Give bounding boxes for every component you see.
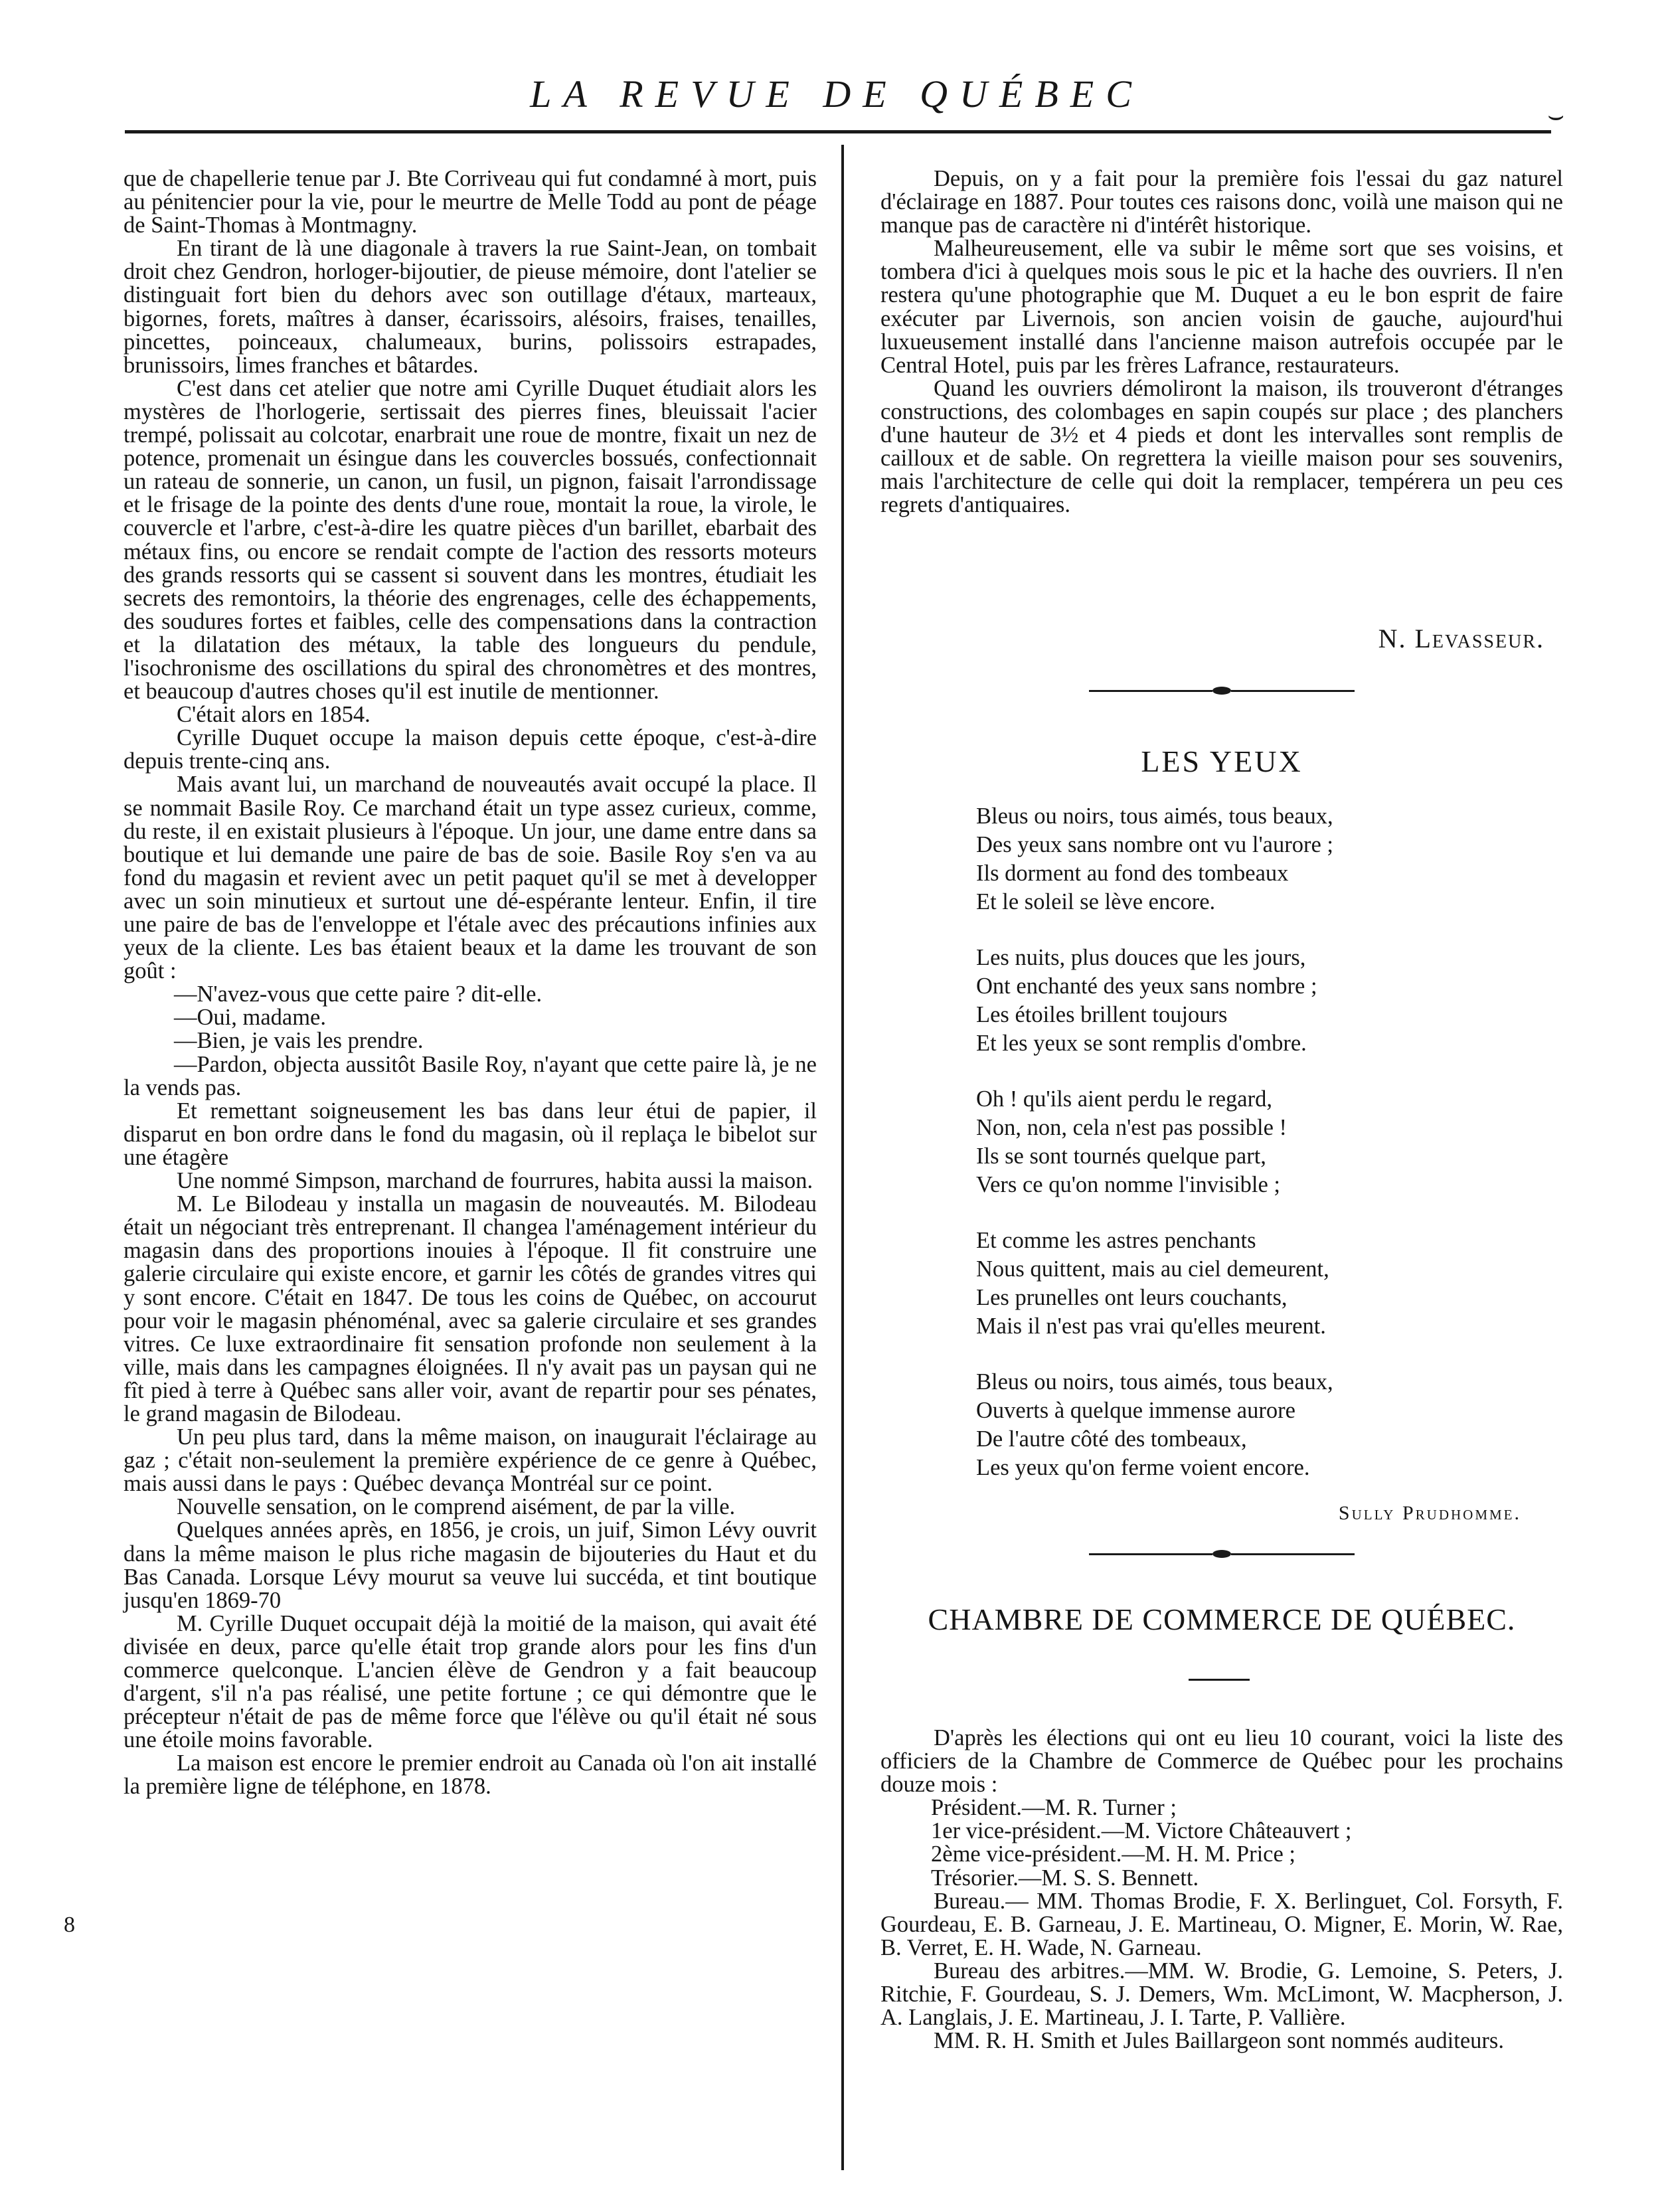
poem-verse: Ils se sont tournés quelque part, xyxy=(976,1144,1266,1169)
paragraph: Quelques années après, en 1856, je crois, un juif, Simon Lévy ouvrit dans la même maison le plus riche magasin de bijouteries du Haut et du Bas Canada. Lorsque Lévy mourut sa veuve lui succéda, et tint boutique jusqu'en 1869-70 xyxy=(124,1517,817,1613)
paragraph: Une nommé Simpson, marchand de fourrures, habita aussi la maison. xyxy=(177,1168,813,1194)
poem-verse: Nous quittent, mais au ciel demeurent, xyxy=(976,1256,1329,1282)
officer-line: 2ème vice-président.—M. H. M. Price ; xyxy=(931,1841,1295,1867)
poem-stanza xyxy=(976,944,1333,1058)
officer-line: 1er vice-président.—M. Victore Châteauvert ; xyxy=(931,1818,1352,1844)
dialogue-line: —Pardon, objecta aussitôt Basile Roy, n'ayant que cette paire là, je ne la vends pas. xyxy=(124,1051,817,1100)
chamber-of-commerce-notice xyxy=(880,1727,1563,2053)
officer-line: Président.—M. R. Turner ; xyxy=(931,1795,1177,1821)
paragraph: que de chapellerie tenue par J. Bte Corriveau qui fut condamné à mort, puis au pénitencier pour la vie, pour le meurtre de Melle Todd au pont de péage de Saint-Thomas à Montmagny. xyxy=(124,166,817,238)
paragraph: M. Le Bilodeau y installa un magasin de nouveautés. M. Bilodeau était un négociant très entreprenant. Il changea l'aménagement intérieur du magasin dans des proportions inouies à l'époque. Il fit construire une galerie circulaire qui existe encore, et garnir les côtés de grandes vitres qui y sont encore. C'était en 1847. De tous les coins de Québec, on accourut pour voir le magasin phénoménal, avec sa galerie circulaire et ses grandes vitres. Ce luxe extraordinaire fit sensation profonde non seulement à la ville, mais dans les campagnes éloignées. Il n'y avait pas un paysan qui ne fît pied à terre à Québec sans aller voir, avant de repartir pour ses pénates, le grand magasin de Bilodeau. xyxy=(124,1191,817,1426)
poem-verse: De l'autre côté des tombeaux, xyxy=(976,1426,1247,1452)
short-rule xyxy=(1189,1679,1250,1681)
ornamental-divider xyxy=(1089,687,1355,695)
paragraph: C'est dans cet atelier que notre ami Cyrille Duquet étudiait alors les mystères de l'horlogerie, sertissait des pierres fines, bleuissait l'acier trempé, polissait au colcotar, enarbrait une roue de montre, fixait un nez de potence, promenait un ésingue dans les couvercles bossués, confectionnait un rateau de sonnerie, un canon, un fusil, un pignon, faisait l'arrondissage et le frisage de la pointe des dents d'une roue, montait la roue, la virole, le couvercle et l'arbre, c'est-à-dire les quatre pièces d'un barillet, ebarbait des métaux fins, ou encore se rendait compte de l'action des ressorts moteurs des grands ressorts qui se cassent si souvent dans les montres, étudiait les secrets des remontoirs, la théorie des engrenages, celle des échappements, des soudures fortes et faibles, celle des compensations dans la contraction et la dilatation des métaux, la table des longueurs du pendule, l'isochronisme des oscillations du spiral des chronomètres et des montres, et beaucoup d'autres choses qu'il est inutile de mentionner. xyxy=(124,375,817,705)
poem-verse: Non, non, cela n'est pas possible ! xyxy=(976,1115,1288,1140)
right-column-article-end xyxy=(880,167,1563,517)
poem-verse: Ils dorment au fond des tombeaux xyxy=(976,861,1289,886)
article-signature: N. Levasseur. xyxy=(1378,624,1544,653)
left-column-article xyxy=(124,167,817,1799)
paragraph: En tirant de là une diagonale à travers la rue Saint-Jean, on tombait droit chez Gendron, horloger-bijoutier, de pieuse mémoire, dont l'atelier se distinguait fort bien du dehors avec son outillage d'étaux, marteaux, bigornes, forets, maîtres à danser, écarissoirs, alésoirs, fraises, tenailles, pincettes, poinceaux, chalumeaux, burins, polissoirs estrapades, brunissoirs, limes franches et bâtardes. xyxy=(124,236,817,378)
poem-author: Sully Prudhomme. xyxy=(1338,1502,1521,1524)
poem-verse: Ouverts à quelque immense aurore xyxy=(976,1398,1295,1423)
poem-title: LES YEUX xyxy=(1141,744,1303,778)
poem-verse: Et les yeux se sont remplis d'ombre. xyxy=(976,1031,1307,1056)
page-number: 8 xyxy=(64,1913,75,1937)
poem-verse: Bleus ou noirs, tous aimés, tous beaux, xyxy=(976,1369,1333,1395)
poem-verse: Mais il n'est pas vrai qu'elles meurent. xyxy=(976,1314,1326,1339)
poem-stanza xyxy=(976,1085,1333,1199)
section-title: CHAMBRE DE COMMERCE DE QUÉBEC. xyxy=(928,1602,1516,1636)
dialogue-line: —Oui, madame. xyxy=(174,1005,326,1031)
poem-stanza xyxy=(976,1227,1333,1341)
header-rule xyxy=(125,130,1551,133)
header-mark: ⌣ xyxy=(1547,100,1565,130)
poem xyxy=(976,802,1333,1509)
paragraph: Bureau des arbitres.—MM. W. Brodie, G. Lemoine, S. Peters, J. Ritchie, F. Gourdeau, S. J. Demers, Wm. McLimont, W. Macpherson, J. A. Langlais, J. E. Martineau, J. I. Tarte, P. Vallière. xyxy=(880,1958,1563,2031)
poem-verse: Les nuits, plus douces que les jours, xyxy=(976,945,1306,970)
poem-verse: Et comme les astres penchants xyxy=(976,1228,1256,1253)
paragraph: C'était alors en 1854. xyxy=(177,702,371,728)
paragraph: Cyrille Duquet occupe la maison depuis cette époque, c'est-à-dire depuis trente-cinq ans. xyxy=(124,725,817,774)
paragraph: Depuis, on y a fait pour la première fois l'essai du gaz naturel d'éclairage en 1887. Pour toutes ces raisons donc, voilà une maison qui ne manque pas de caractère ni d'intérêt historique. xyxy=(880,166,1563,238)
paragraph: Quand les ouvriers démoliront la maison, ils trouveront d'étranges constructions, des colombages en sapin coupés sur place ; des planchers d'une hauteur de 3½ et 4 pieds et dont les intervalles sont remplis de cailloux et de sable. On regrettera la vieille maison pour ses souvenirs, mais l'architecture de celle qui doit la remplacer, tempérera un peu ces regrets d'antiquaires. xyxy=(880,375,1563,518)
paragraph: La maison est encore le premier endroit au Canada où l'on ait installé la première ligne de téléphone, en 1878. xyxy=(124,1750,817,1800)
poem-stanza xyxy=(976,802,1333,916)
paragraph: Mais avant lui, un marchand de nouveautés avait occupé la place. Il se nommait Basile Roy. Ce marchand était un type assez curieux, comme, du reste, il en existait plusieurs à l'époque. Un jour, une dame entre dans sa boutique et lui demande une paire de bas de soie. Basile Roy s'en va au fond du magasin et revient avec un petit paquet qu'il se met à developper avec un soin minutieux et surtout une dé-espérante lenteur. Enfin, il tire une paire de bas de l'enveloppe et l'étale avec des précautions infinies aux yeux de la cliente. Les bas étaient beaux et la dame les trouvant de son goût : xyxy=(124,772,817,984)
poem-verse: Vers ce qu'on nomme l'invisible ; xyxy=(976,1172,1280,1197)
paragraph: M. Cyrille Duquet occupait déjà la moitié de la maison, qui avait été divisée en deux, parce qu'elle était trop grande alors pour les fins d'un commerce quelconque. L'ancien élève de Gendron y a fait beaucoup d'argent, s'il n'a pas réalisé, une petite fortune ; ce qui démontre que le précepteur n'était de pas de même force que l'élève ou qu'il était né sous une étoile moins favorable. xyxy=(124,1610,817,1753)
paragraph: D'après les élections qui ont eu lieu 10 courant, voici la liste des officiers de la Chambre de Commerce de Québec pour les prochains douze mois : xyxy=(880,1725,1563,1798)
paragraph: Malheureusement, elle va subir le même sort que ses voisins, et tombera d'ici à quelques mois sous le pic et la hache des ouvriers. Il n'en restera qu'une photographie que M. Duquet a eu le bon esprit de faire exécuter par Livernois, son ancien voisin de gauche, aujourd'hui luxueusement installé dans l'ancienne maison autrefois occupée par le Central Hotel, puis par les frères Lafrance, restaurateurs. xyxy=(880,236,1563,378)
paragraph: Un peu plus tard, dans la même maison, on inaugurait l'éclairage au gaz ; c'était non-seulement la première expérience de ce genre à Québec, mais aussi dans le pays : Québec devança Montréal sur ce point. xyxy=(124,1424,817,1497)
paragraph: Nouvelle sensation, on le comprend aisément, de par la ville. xyxy=(177,1494,736,1520)
poem-verse: Des yeux sans nombre ont vu l'aurore ; xyxy=(976,832,1333,857)
ornamental-divider xyxy=(1089,1550,1355,1558)
poem-verse: Oh ! qu'ils aient perdu le regard, xyxy=(976,1086,1272,1112)
poem-verse: Les étoiles brillent toujours xyxy=(976,1002,1228,1027)
paragraph: Et remettant soigneusement les bas dans leur étui de papier, il disparut en bon ordre dans le fond du magasin, où il replaça le bibelot sur une étagère xyxy=(124,1098,817,1170)
poem-verse: Les yeux qu'on ferme voient encore. xyxy=(976,1455,1310,1480)
column-divider xyxy=(841,145,844,2170)
poem-verse: Les prunelles ont leurs couchants, xyxy=(976,1285,1288,1310)
dialogue-line: —N'avez-vous que cette paire ? dit-elle. xyxy=(174,981,542,1007)
dialogue-line: —Bien, je vais les prendre. xyxy=(174,1028,424,1054)
officer-line: Trésorier.—M. S. S. Bennett. xyxy=(931,1865,1199,1891)
paragraph: Bureau.— MM. Thomas Brodie, F. X. Berlinguet, Col. Forsyth, F. Gourdeau, E. B. Garneau, J. E. Martineau, O. Migner, E. Morin, W. Rae, B. Verret, E. H. Wade, N. Garneau. xyxy=(880,1888,1563,1960)
poem-stanza xyxy=(976,1368,1333,1482)
poem-verse: Et le soleil se lève encore. xyxy=(976,889,1216,914)
paragraph: MM. R. H. Smith et Jules Baillargeon sont nommés auditeurs. xyxy=(934,2028,1504,2054)
poem-verse: Bleus ou noirs, tous aimés, tous beaux, xyxy=(976,804,1333,829)
poem-verse: Ont enchanté des yeux sans nombre ; xyxy=(976,974,1317,999)
page-header-title: LA REVUE DE QUÉBEC xyxy=(530,72,1143,116)
